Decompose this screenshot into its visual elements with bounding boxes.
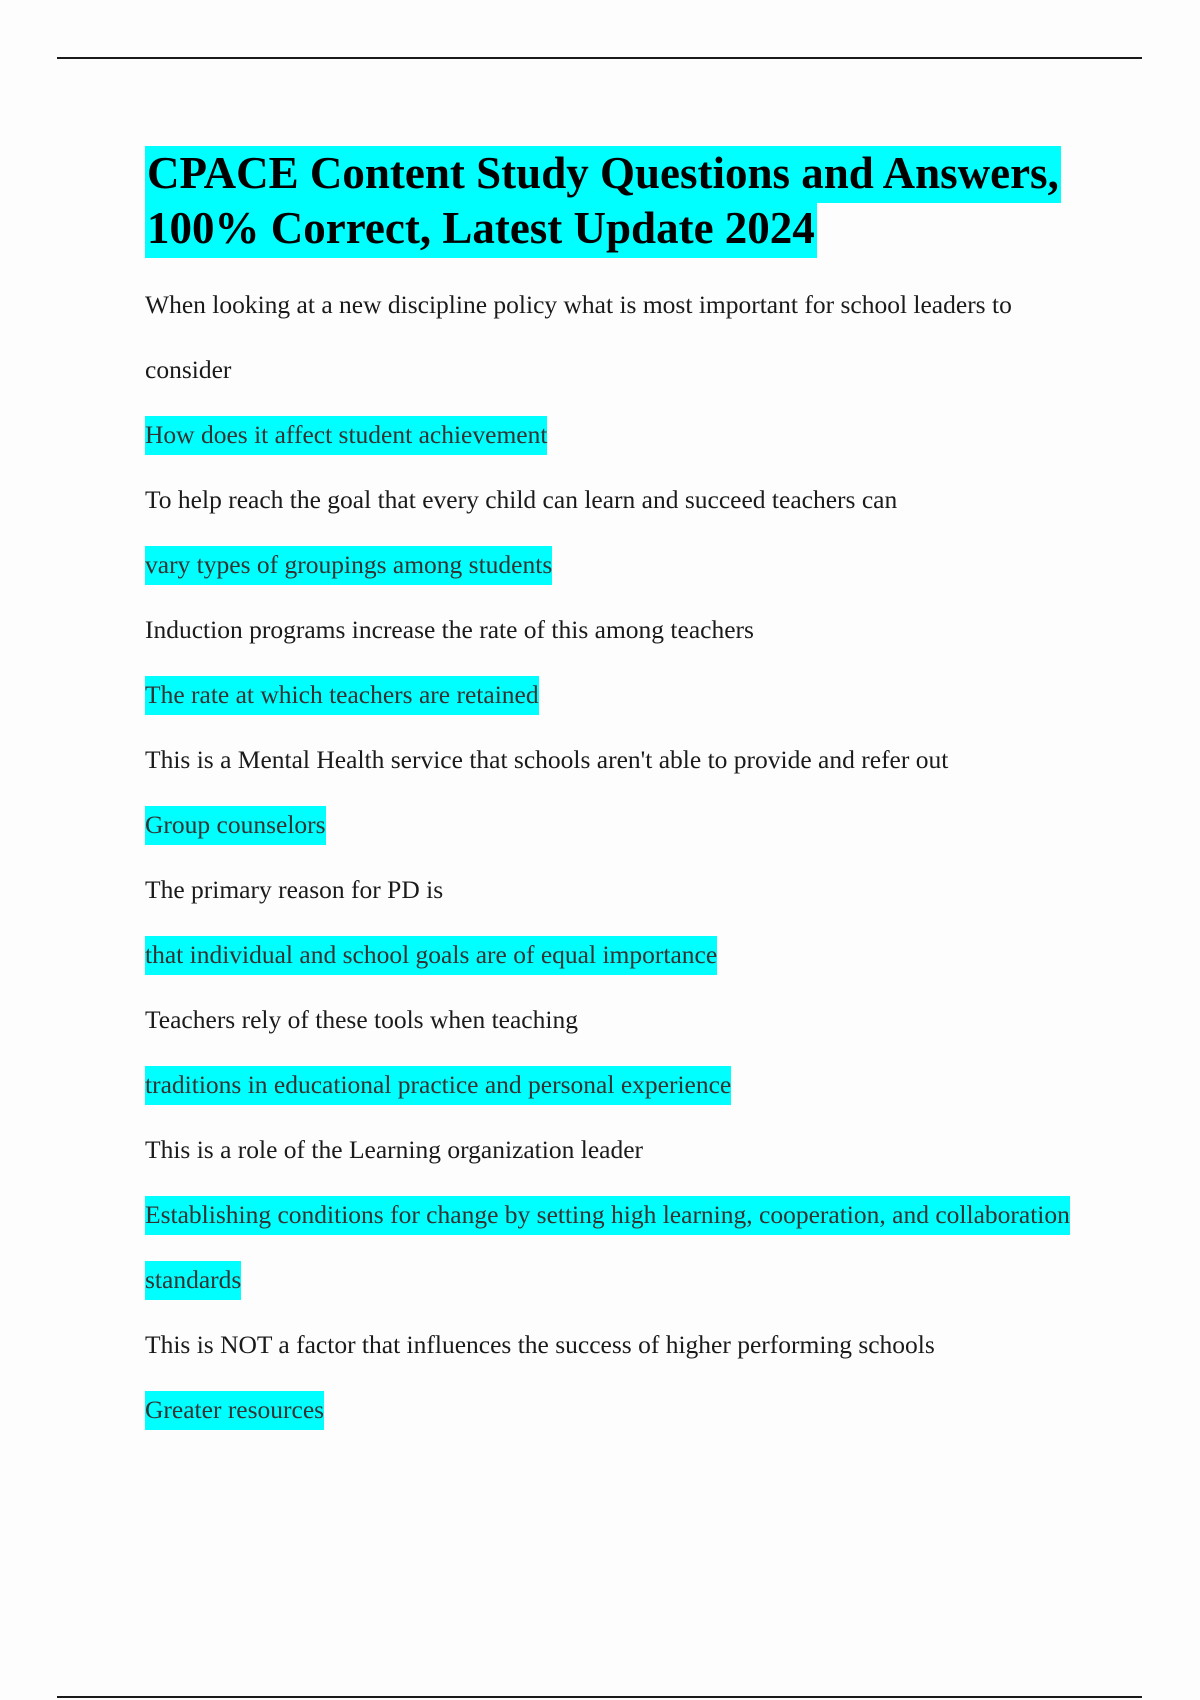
answer-highlight: traditions in educational practice and personal experience: [145, 1066, 731, 1105]
answer-text: [145, 1377, 1095, 1442]
question-text: This is a role of the Learning organization leader: [145, 1135, 644, 1164]
question-text: The primary reason for PD is: [145, 875, 444, 904]
answer-text: [145, 1182, 1095, 1312]
question-text: To help reach the goal that every child can learn and succeed teachers can: [145, 485, 898, 514]
document-body: [145, 146, 1095, 1442]
answer-text: [145, 402, 1095, 467]
answer-highlight: How does it affect student achievement: [145, 416, 547, 455]
question-text: This is NOT a factor that influences the success of higher performing schools: [145, 1330, 935, 1359]
document-title: [145, 146, 1095, 256]
answer-text: [145, 792, 1095, 857]
answer-highlight: vary types of groupings among students: [145, 546, 552, 585]
qa-item: [145, 1117, 1095, 1312]
question-text: Induction programs increase the rate of this among teachers: [145, 615, 754, 644]
answer-highlight: Group counselors: [145, 806, 326, 845]
answer-text: [145, 922, 1095, 987]
qa-item: [145, 597, 1095, 727]
answer-text: [145, 532, 1095, 597]
answer-highlight: Establishing conditions for change by setting high learning, cooperation, and collaboration standards: [145, 1196, 1070, 1300]
question-text: When looking at a new discipline policy what is most important for school leaders to consider: [145, 290, 1012, 384]
qa-list: [145, 272, 1095, 1442]
answer-highlight: The rate at which teachers are retained: [145, 676, 539, 715]
top-rule: [57, 57, 1142, 59]
bottom-rule: [57, 1696, 1142, 1698]
answer-text: [145, 662, 1095, 727]
qa-item: [145, 272, 1095, 467]
answer-highlight: that individual and school goals are of equal importance: [145, 936, 717, 975]
question-text: This is a Mental Health service that schools aren't able to provide and refer out: [145, 745, 949, 774]
qa-item: [145, 857, 1095, 987]
qa-item: [145, 987, 1095, 1117]
qa-item: [145, 467, 1095, 597]
answer-text: [145, 1052, 1095, 1117]
qa-item: [145, 727, 1095, 857]
title-highlight: CPACE Content Study Questions and Answers, 100% Correct, Latest Update 2024: [145, 146, 1061, 258]
qa-item: [145, 1312, 1095, 1442]
answer-highlight: Greater resources: [145, 1391, 324, 1430]
question-text: Teachers rely of these tools when teaching: [145, 1005, 578, 1034]
